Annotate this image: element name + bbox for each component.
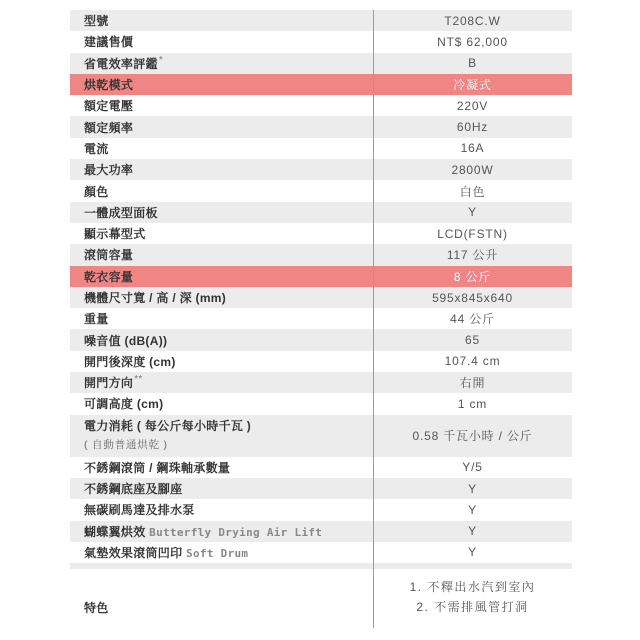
spec-label-english: Butterfly Drying Air Lift xyxy=(149,525,323,539)
spec-row-panel xyxy=(70,202,572,223)
spec-label: 可調高度 (cm) xyxy=(84,397,164,412)
spec-value: 白色 xyxy=(459,184,486,199)
spec-row-frequency xyxy=(70,116,572,137)
spec-value: 595x845x640 xyxy=(432,290,513,305)
feature-item: 2. 不需排風管打洞 xyxy=(416,600,529,615)
spec-value: Y xyxy=(468,502,477,517)
spec-row-voltage xyxy=(70,95,572,116)
spec-row-weight xyxy=(70,308,572,329)
spec-value: Y xyxy=(468,545,477,560)
spec-label: 乾衣容量 xyxy=(84,269,134,284)
spec-row-display xyxy=(70,223,572,244)
spec-table xyxy=(70,10,572,631)
spec-value: 0.58 千瓦小時 / 公斤 xyxy=(412,429,533,444)
spec-label: 氣墊效果滾筒凹印 xyxy=(84,545,183,560)
spec-row-price xyxy=(70,31,572,52)
spec-value: Y xyxy=(468,481,477,496)
spec-label: 不銹鋼底座及腳座 xyxy=(84,482,183,497)
spec-row-adjustable-height xyxy=(70,393,572,414)
spec-value: 2800W xyxy=(451,162,494,177)
spec-label: 型號 xyxy=(84,14,109,29)
spec-value: 117 公升 xyxy=(446,248,499,263)
spec-row-soft-drum xyxy=(70,542,572,563)
spec-label: 機體尺寸寬 / 高 / 深 (mm) xyxy=(84,291,227,305)
spec-row-load-capacity xyxy=(70,266,572,287)
spec-label: 噪音值 (dB(A)) xyxy=(84,333,168,348)
spec-row-open-depth xyxy=(70,351,572,372)
spec-label: 開門後深度 (cm) xyxy=(84,354,176,369)
spec-row-model xyxy=(70,10,572,31)
column-divider xyxy=(373,10,374,628)
spec-value: Y/5 xyxy=(462,460,483,475)
spec-value: 16A xyxy=(460,141,485,156)
spec-value: Y xyxy=(468,524,477,539)
spec-value: 220V xyxy=(456,98,489,113)
spec-row-power-consumption xyxy=(70,415,572,457)
spec-value: 冷凝式 xyxy=(453,78,492,93)
spec-row-dimensions xyxy=(70,287,572,308)
spec-row-current xyxy=(70,138,572,159)
spec-value: 8 公斤 xyxy=(453,269,492,284)
spec-row-door-direction xyxy=(70,372,572,393)
spec-label: 電力消耗 ( 每公斤每小時千瓦 ) xyxy=(84,419,252,434)
footnote-mark: ** xyxy=(134,374,143,386)
spec-row-max-power xyxy=(70,159,572,180)
spec-row-noise xyxy=(70,329,572,350)
spec-sublabel: ( 自動普通烘乾 ) xyxy=(84,439,168,452)
spec-row-drying-mode xyxy=(70,74,572,95)
spec-label: 省電效率評鑑 xyxy=(84,56,158,71)
spec-row-butterfly-drying xyxy=(70,521,572,542)
spec-label: 建議售價 xyxy=(84,35,134,50)
feature-list xyxy=(373,577,572,617)
spec-value: 44 公斤 xyxy=(450,312,495,327)
spec-row-features xyxy=(70,569,572,631)
spec-row-drum-bearings xyxy=(70,457,572,478)
feature-item: 1. 不釋出水汽到室內 xyxy=(409,580,536,595)
spec-label: 不銹鋼滾筒 / 鋼珠軸承數量 xyxy=(84,460,231,475)
spec-value: B xyxy=(468,56,477,71)
spec-value: 60Hz xyxy=(456,120,489,135)
spec-value: LCD(FSTN) xyxy=(437,226,508,241)
spec-label: 額定電壓 xyxy=(84,99,134,114)
spec-label: 顯示幕型式 xyxy=(84,227,146,242)
spec-label: 重量 xyxy=(84,312,109,327)
spec-label-english: Soft Drum xyxy=(186,546,249,560)
spec-label: 最大功率 xyxy=(84,163,134,178)
spec-label: 額定頻率 xyxy=(84,120,134,135)
spec-label: 開門方向 xyxy=(84,376,134,391)
spec-label: 一體成型面板 xyxy=(84,205,158,220)
spec-label: 無碳刷馬達及排水泵 xyxy=(84,503,195,518)
spec-row-color xyxy=(70,180,572,201)
spec-value: 65 xyxy=(465,333,480,348)
spec-row-brushless-motor xyxy=(70,499,572,520)
spec-row-energy-rating xyxy=(70,53,572,74)
spec-label: 蝴蝶翼烘效 xyxy=(84,524,146,539)
spec-label: 電流 xyxy=(84,141,109,156)
spec-value: T208C.W xyxy=(444,13,501,28)
spec-label: 特色 xyxy=(84,601,109,616)
spec-value: 右開 xyxy=(459,376,486,391)
spec-label: 顏色 xyxy=(84,184,109,199)
spec-label: 烘乾模式 xyxy=(84,78,134,93)
spec-value: 1 cm xyxy=(457,396,488,411)
spec-value: NT$ 62,000 xyxy=(437,34,508,49)
spec-value: 107.4 cm xyxy=(444,354,501,369)
spec-row-drum-capacity xyxy=(70,244,572,265)
spec-row-base xyxy=(70,478,572,499)
spec-label: 滾筒容量 xyxy=(84,248,134,263)
footnote-mark: * xyxy=(158,54,164,66)
spec-value: Y xyxy=(468,205,477,220)
